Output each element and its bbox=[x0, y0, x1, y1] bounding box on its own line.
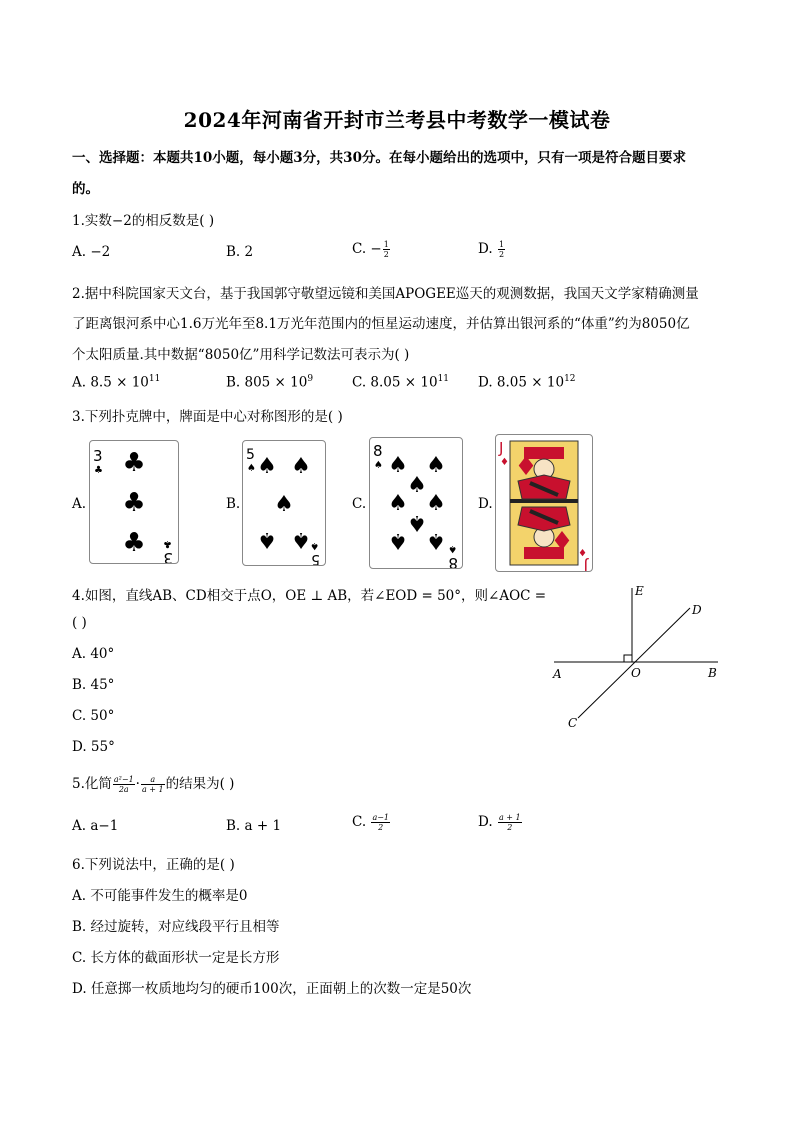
q2-option-b-label: B. 805 × 10 bbox=[226, 374, 308, 391]
q5-stem-prefix: 5.化简 bbox=[72, 776, 112, 792]
q5-option-c bbox=[352, 813, 391, 832]
q2-option-d-exponent: 12 bbox=[564, 374, 576, 384]
q2-option-b-exponent: 9 bbox=[307, 374, 314, 384]
card-rank-inverted: J bbox=[583, 557, 588, 571]
q6-option-d: D. 任意掷一枚质地均匀的硬币100次，正面朝上的次数一定是50次 bbox=[72, 981, 472, 997]
label-d: D bbox=[692, 603, 702, 617]
section-intro-line2: 的。 bbox=[72, 181, 99, 197]
line-cd bbox=[578, 608, 690, 718]
card-suit-small-inverted: ♠ bbox=[310, 540, 319, 551]
q2-option-d-label: D. 8.05 × 10 bbox=[478, 374, 565, 391]
label-c: C bbox=[568, 716, 578, 730]
q4-option-d: D. 55° bbox=[72, 739, 115, 755]
q3-label-d: D. bbox=[478, 496, 493, 512]
fraction-denominator: 2 bbox=[507, 823, 513, 832]
q1-option-b: B. 2 bbox=[226, 244, 254, 260]
face-card-divider bbox=[510, 499, 578, 503]
card-rank-inverted: 3 bbox=[163, 549, 173, 563]
q1-option-d-fraction bbox=[498, 240, 505, 259]
fraction-denominator: 2 bbox=[498, 250, 505, 259]
q3-stem: 3.下列扑克牌中，牌面是中心对称图形的是( ) bbox=[72, 409, 343, 425]
right-angle-mark bbox=[624, 655, 632, 662]
q6-option-b: B. 经过旋转，对应线段平行且相等 bbox=[72, 919, 280, 935]
fraction-denominator: 2 bbox=[378, 823, 384, 832]
q2-line3: 个太阳质量.其中数据“8050亿”用科学记数法可表示为( ) bbox=[72, 347, 410, 363]
q4-option-a: A. 40° bbox=[72, 646, 115, 662]
page-title: 2024年河南省开封市兰考县中考数学一模试卷 bbox=[183, 108, 611, 132]
spade-pip: ♠ bbox=[407, 473, 427, 498]
card-suit-small: ♣ bbox=[94, 465, 103, 476]
q1-stem: 1.实数−2的相反数是( ) bbox=[72, 213, 215, 229]
multiply-dot: · bbox=[135, 776, 140, 792]
card-suit-small: ♠ bbox=[374, 460, 383, 471]
playing-card-3-clubs bbox=[89, 440, 179, 564]
spade-pip: ♠ bbox=[426, 491, 446, 516]
q5-option-d-label: D. bbox=[478, 814, 497, 830]
playing-card-5-spades bbox=[242, 440, 326, 566]
q5-option-d bbox=[478, 813, 523, 832]
club-pip: ♣ bbox=[122, 488, 146, 518]
q4-option-c: C. 50° bbox=[72, 708, 115, 724]
card-rank: 5 bbox=[246, 447, 255, 463]
q1-option-c bbox=[352, 240, 391, 259]
card-rank: 8 bbox=[373, 442, 383, 460]
q2-option-b bbox=[226, 374, 313, 391]
fraction-numerator: a + 1 bbox=[498, 813, 521, 822]
q2-option-c-exponent: 11 bbox=[437, 374, 450, 384]
card-face bbox=[370, 438, 462, 568]
card-suit-small-inverted: ♦ bbox=[578, 546, 587, 557]
card-face bbox=[243, 441, 325, 565]
spade-pip: ♠ bbox=[426, 453, 446, 478]
spade-pip-inverted: ♠ bbox=[407, 510, 427, 535]
q5-fraction-1 bbox=[113, 775, 135, 794]
spade-pip-inverted: ♠ bbox=[426, 528, 446, 553]
card-rank-inverted: 5 bbox=[311, 551, 320, 565]
q1-option-c-fraction bbox=[383, 240, 390, 259]
spade-pip: ♠ bbox=[257, 454, 277, 479]
q6-option-c: C. 长方体的截面形状一定是长方形 bbox=[72, 950, 280, 966]
q4-option-b: B. 45° bbox=[72, 677, 115, 693]
spade-pip: ♠ bbox=[291, 454, 311, 479]
q3-label-c: C. bbox=[352, 496, 367, 512]
q2-option-c bbox=[352, 374, 449, 391]
q1-option-d-label: D. bbox=[478, 241, 497, 257]
diamond-pip-inverted: ♦ bbox=[550, 524, 574, 554]
club-pip: ♣ bbox=[122, 528, 146, 558]
q5-option-c-label: C. bbox=[352, 814, 371, 830]
spade-pip-inverted: ♠ bbox=[291, 527, 311, 552]
fraction-denominator: 2 bbox=[383, 250, 389, 259]
label-o: O bbox=[631, 666, 641, 680]
q2-option-a bbox=[72, 374, 160, 391]
fraction-denominator: 2a bbox=[118, 785, 129, 794]
q5-option-d-fraction bbox=[498, 813, 522, 832]
q3-label-b: B. bbox=[226, 496, 241, 512]
card-face bbox=[496, 435, 592, 571]
spade-pip: ♠ bbox=[388, 491, 408, 516]
fraction-numerator: 1 bbox=[498, 240, 505, 249]
q2-option-a-exponent: 11 bbox=[148, 374, 161, 384]
card-face bbox=[90, 441, 178, 563]
q4-line2: ( ) bbox=[72, 615, 87, 631]
q2-line1: 2.据中科院国家天文台，基于我国郭守敬望远镜和美国APOGEE巡天的观测数据，我国天文学家精确测量 bbox=[72, 286, 699, 302]
spade-pip: ♠ bbox=[274, 492, 294, 517]
q1-option-c-label: C. − bbox=[352, 241, 382, 257]
fraction-denominator: a + 1 bbox=[141, 785, 164, 794]
diamond-pip: ♦ bbox=[514, 452, 538, 482]
q2-line2: 了距离银河系中心1.6万光年至8.1万光年范围内的恒星运动速度，并估算出银河系的“体重”约为8050亿 bbox=[72, 316, 690, 332]
q5-stem-suffix: 的结果为( ) bbox=[165, 776, 235, 792]
q4-geometry-figure bbox=[546, 580, 726, 736]
club-pip: ♣ bbox=[122, 448, 146, 478]
card-suit-small-inverted: ♠ bbox=[448, 543, 457, 554]
card-rank: J bbox=[499, 439, 504, 457]
card-rank-inverted: 8 bbox=[448, 554, 458, 568]
playing-card-8-spades bbox=[369, 437, 463, 569]
q5-option-a: A. a−1 bbox=[72, 818, 119, 834]
q4-line1: 4.如图，直线AB、CD相交于点O，OE ⊥ AB，若∠EOD = 50°，则∠AOC = bbox=[72, 588, 547, 604]
playing-card-jack-diamonds bbox=[495, 434, 593, 572]
q6-option-a: A. 不可能事件发生的概率是0 bbox=[72, 888, 248, 904]
q6-stem: 6.下列说法中，正确的是( ) bbox=[72, 857, 235, 873]
spade-pip: ♠ bbox=[388, 453, 408, 478]
q5-fraction-2 bbox=[141, 775, 165, 794]
q1-option-a: A. −2 bbox=[72, 244, 111, 260]
fraction-numerator: a bbox=[141, 775, 165, 785]
fraction-numerator: a−1 bbox=[372, 813, 389, 822]
q2-option-c-label: C. 8.05 × 10 bbox=[352, 374, 438, 391]
card-suit-small: ♦ bbox=[500, 457, 509, 468]
label-e: E bbox=[635, 584, 644, 598]
label-b: B bbox=[708, 666, 717, 680]
label-a: A bbox=[553, 667, 562, 681]
q2-option-d bbox=[478, 374, 576, 391]
q5-stem bbox=[72, 772, 234, 794]
spade-pip-inverted: ♠ bbox=[257, 527, 277, 552]
fraction-numerator: 1 bbox=[383, 240, 389, 249]
q1-option-d bbox=[478, 240, 506, 259]
fraction-numerator: a²−1 bbox=[113, 775, 134, 784]
card-rank: 3 bbox=[93, 447, 103, 465]
q2-option-a-label: A. 8.5 × 10 bbox=[72, 374, 149, 391]
card-suit-small: ♠ bbox=[247, 463, 256, 474]
q3-label-a: A. bbox=[72, 496, 87, 512]
spade-pip-inverted: ♠ bbox=[388, 528, 408, 553]
q5-option-c-fraction bbox=[371, 813, 390, 832]
card-suit-small-inverted: ♣ bbox=[163, 538, 172, 549]
q5-option-b: B. a + 1 bbox=[226, 818, 282, 834]
section-intro-line1: 一、选择题：本题共10小题，每小题3分，共30分。在每小题给出的选项中，只有一项是符合题目要求 bbox=[72, 150, 686, 166]
